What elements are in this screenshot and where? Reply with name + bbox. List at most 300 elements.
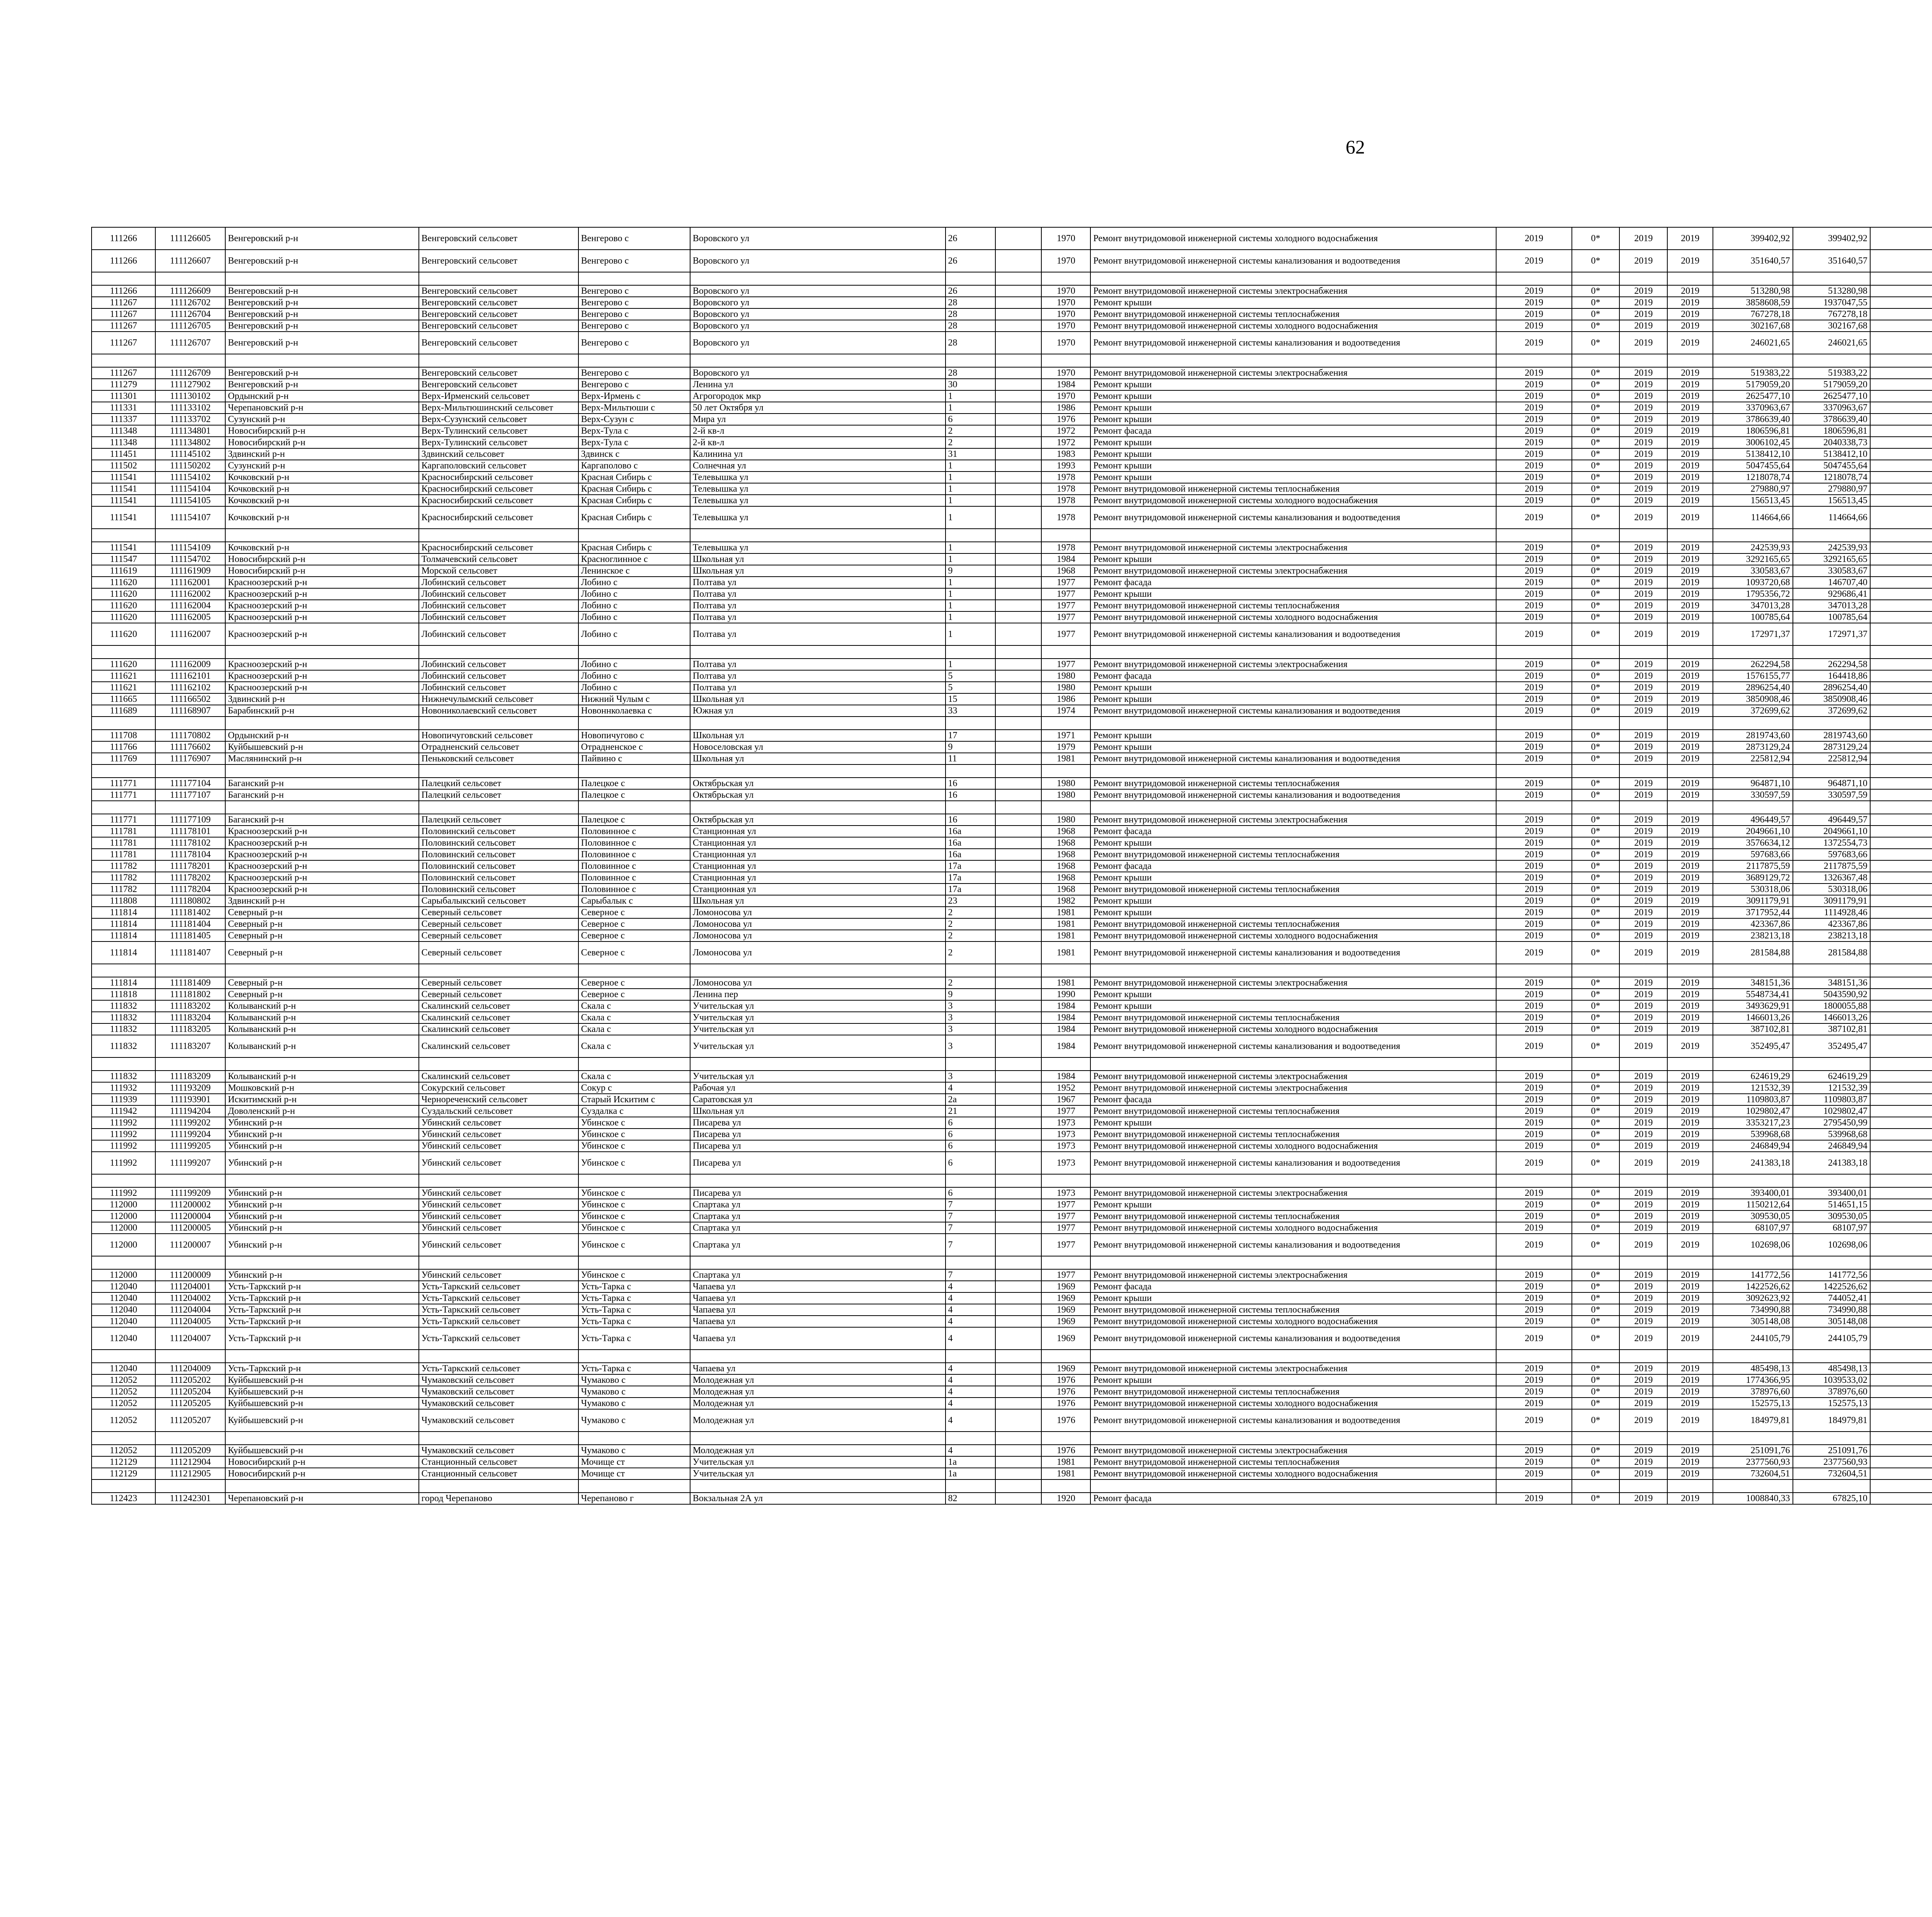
cell-total-cost: 3786639,40 xyxy=(1713,414,1793,425)
table-row xyxy=(92,670,1932,682)
cell-plan-year: 2019 xyxy=(1496,1398,1571,1409)
cell-plan-year: 2019 xyxy=(1496,693,1571,705)
cell-year-built: 1976 xyxy=(1041,414,1090,425)
cell-year-built: 1970 xyxy=(1041,227,1090,250)
cell-house-id: 111992 xyxy=(92,1117,155,1129)
cell-municipality: Половинский сельсовет xyxy=(419,872,578,884)
cell-municipality: Убинский сельсовет xyxy=(419,1152,578,1174)
cell-work-type: Ремонт внутридомовой инженерной системы канализования и водоотведения xyxy=(1090,623,1496,645)
cell-plan-year: 2019 xyxy=(1496,1316,1571,1327)
cell-plan-year: 2019 xyxy=(1496,741,1571,753)
cell-house-number: 6 xyxy=(946,1140,995,1152)
cell-district xyxy=(225,764,419,778)
table-spacer-row xyxy=(92,1432,1932,1445)
cell-municipality: Усть-Таркский сельсовет xyxy=(419,1316,578,1327)
cell-municipality: Венгеровский сельсовет xyxy=(419,379,578,390)
cell-plan-year: 2019 xyxy=(1496,1327,1571,1350)
cell-federal-cost xyxy=(1870,460,1932,472)
cell-house-number: 2 xyxy=(946,437,995,448)
cell-fund-cost: 246849,94 xyxy=(1793,1140,1870,1152)
cell-work-type: Ремонт внутридомовой инженерной системы теплоснабжения xyxy=(1090,849,1496,860)
cell-municipality: Здвинский сельсовет xyxy=(419,448,578,460)
table-row xyxy=(92,332,1932,354)
cell-fund-cost: 485498,13 xyxy=(1793,1363,1870,1374)
cell-year-built: 1984 xyxy=(1041,1000,1090,1012)
cell-year-built: 1977 xyxy=(1041,1269,1090,1281)
cell-building xyxy=(995,1304,1042,1316)
cell-district: Венгеровский р-н xyxy=(225,297,419,308)
cell-work-id: 111205207 xyxy=(155,1409,225,1432)
cell-term: 0* xyxy=(1572,297,1620,308)
cell-term: 0* xyxy=(1572,553,1620,565)
cell-street: Школьная ул xyxy=(690,730,946,741)
cell-year-built: 1968 xyxy=(1041,872,1090,884)
cell-term xyxy=(1572,1350,1620,1363)
cell-plan-year: 2019 xyxy=(1496,730,1571,741)
cell-district: Убинский р-н xyxy=(225,1222,419,1234)
cell-total-cost: 513280,98 xyxy=(1713,285,1793,297)
cell-federal-cost xyxy=(1870,227,1932,250)
cell-house-id: 111942 xyxy=(92,1105,155,1117)
cell-plan-year: 2019 xyxy=(1496,308,1571,320)
cell-work-type: Ремонт фасада xyxy=(1090,1493,1496,1504)
cell-end-year: 2019 xyxy=(1667,414,1713,425)
cell-building xyxy=(995,1210,1042,1222)
table-row xyxy=(92,826,1932,837)
cell-federal-cost xyxy=(1870,1187,1932,1199)
cell-plan-year xyxy=(1496,764,1571,778)
cell-district: Куйбышевский р-н xyxy=(225,1398,419,1409)
cell-start-year: 2019 xyxy=(1619,367,1667,379)
cell-fund-cost: 393400,01 xyxy=(1793,1187,1870,1199)
cell-fund-cost: 246021,65 xyxy=(1793,332,1870,354)
cell-street: Агрогородок мкр xyxy=(690,390,946,402)
cell-municipality: Верх-Ирменский сельсовет xyxy=(419,390,578,402)
cell-term xyxy=(1572,801,1620,814)
cell-end-year: 2019 xyxy=(1667,297,1713,308)
cell-settlement: Красная Сибирь с xyxy=(578,483,690,495)
cell-street: Спартака ул xyxy=(690,1222,946,1234)
cell-term: 0* xyxy=(1572,483,1620,495)
cell-year-built xyxy=(1041,717,1090,730)
cell-federal-cost xyxy=(1870,693,1932,705)
cell-house-number: 7 xyxy=(946,1210,995,1222)
cell-house-id: 111782 xyxy=(92,872,155,884)
cell-year-built: 1977 xyxy=(1041,1234,1090,1256)
cell-start-year: 2019 xyxy=(1619,918,1667,930)
cell-total-cost: 3092623,92 xyxy=(1713,1292,1793,1304)
cell-district: Северный р-н xyxy=(225,918,419,930)
cell-total-cost xyxy=(1713,801,1793,814)
cell-work-type: Ремонт крыши xyxy=(1090,553,1496,565)
cell-work-id: 111193209 xyxy=(155,1082,225,1094)
cell-year-built: 1984 xyxy=(1041,379,1090,390)
cell-settlement: Северное с xyxy=(578,907,690,918)
cell-house-number: 17а xyxy=(946,872,995,884)
cell-house-id: 111620 xyxy=(92,659,155,670)
cell-house-number: 28 xyxy=(946,332,995,354)
cell-end-year: 2019 xyxy=(1667,553,1713,565)
cell-district: Баганский р-н xyxy=(225,789,419,801)
cell-fund-cost xyxy=(1793,1174,1870,1187)
table-spacer-row xyxy=(92,1350,1932,1363)
cell-street: Воровского ул xyxy=(690,332,946,354)
cell-house-id: 111992 xyxy=(92,1187,155,1199)
cell-house-id: 111620 xyxy=(92,588,155,600)
cell-federal-cost xyxy=(1870,1386,1932,1398)
cell-building xyxy=(995,402,1042,414)
cell-plan-year xyxy=(1496,529,1571,542)
cell-street: Ломоносова ул xyxy=(690,918,946,930)
cell-house-number: 4 xyxy=(946,1445,995,1456)
cell-building xyxy=(995,907,1042,918)
cell-fund-cost xyxy=(1793,1432,1870,1445)
cell-fund-cost: 1039533,02 xyxy=(1793,1374,1870,1386)
cell-total-cost: 330597,59 xyxy=(1713,789,1793,801)
cell-start-year: 2019 xyxy=(1619,588,1667,600)
cell-plan-year: 2019 xyxy=(1496,227,1571,250)
cell-work-id: 111127902 xyxy=(155,379,225,390)
cell-street: Станционная ул xyxy=(690,860,946,872)
cell-house-number: 4 xyxy=(946,1292,995,1304)
cell-term: 0* xyxy=(1572,1493,1620,1504)
cell-start-year: 2019 xyxy=(1619,895,1667,907)
cell-street: Писарева ул xyxy=(690,1152,946,1174)
cell-federal-cost xyxy=(1870,1363,1932,1374)
cell-end-year: 2019 xyxy=(1667,1105,1713,1117)
cell-start-year: 2019 xyxy=(1619,849,1667,860)
cell-street: Станционная ул xyxy=(690,826,946,837)
cell-municipality: Убинский сельсовет xyxy=(419,1234,578,1256)
cell-year-built: 1969 xyxy=(1041,1304,1090,1316)
cell-house-id: 112052 xyxy=(92,1445,155,1456)
cell-house-id xyxy=(92,529,155,542)
cell-street: Станционная ул xyxy=(690,884,946,895)
cell-district: Новосибирский р-н xyxy=(225,553,419,565)
cell-work-id xyxy=(155,1057,225,1071)
cell-building xyxy=(995,1327,1042,1350)
cell-year-built: 1977 xyxy=(1041,1199,1090,1210)
cell-work-id: 111126705 xyxy=(155,320,225,332)
cell-term: 0* xyxy=(1572,670,1620,682)
cell-work-id: 111170802 xyxy=(155,730,225,741)
cell-settlement: Усть-Тарка с xyxy=(578,1363,690,1374)
cell-year-built: 1973 xyxy=(1041,1152,1090,1174)
cell-term: 0* xyxy=(1572,789,1620,801)
cell-federal-cost xyxy=(1870,414,1932,425)
cell-total-cost: 251091,76 xyxy=(1713,1445,1793,1456)
cell-fund-cost: 351640,57 xyxy=(1793,250,1870,272)
table-row xyxy=(92,941,1932,964)
cell-term: 0* xyxy=(1572,1222,1620,1234)
table-row xyxy=(92,989,1932,1000)
cell-settlement: Лобино с xyxy=(578,670,690,682)
cell-fund-cost: 309530,05 xyxy=(1793,1210,1870,1222)
cell-end-year: 2019 xyxy=(1667,1222,1713,1234)
cell-district: Барабинский р-н xyxy=(225,705,419,717)
cell-fund-cost: 496449,57 xyxy=(1793,814,1870,826)
cell-start-year: 2019 xyxy=(1619,1210,1667,1222)
cell-district: Убинский р-н xyxy=(225,1140,419,1152)
cell-district: Колыванский р-н xyxy=(225,1035,419,1057)
cell-house-number: 4 xyxy=(946,1304,995,1316)
cell-street xyxy=(690,1057,946,1071)
cell-end-year xyxy=(1667,717,1713,730)
cell-house-id: 111782 xyxy=(92,884,155,895)
cell-district: Куйбышевский р-н xyxy=(225,1409,419,1432)
cell-municipality: Половинский сельсовет xyxy=(419,860,578,872)
cell-house-number: 1 xyxy=(946,506,995,529)
table-spacer-row xyxy=(92,645,1932,659)
cell-start-year: 2019 xyxy=(1619,730,1667,741)
table-row xyxy=(92,814,1932,826)
cell-building xyxy=(995,1374,1042,1386)
cell-plan-year: 2019 xyxy=(1496,1199,1571,1210)
cell-federal-cost xyxy=(1870,1432,1932,1445)
cell-term: 0* xyxy=(1572,1398,1620,1409)
cell-work-type xyxy=(1090,1350,1496,1363)
table-row xyxy=(92,693,1932,705)
cell-district: Красноозерский р-н xyxy=(225,611,419,623)
cell-start-year: 2019 xyxy=(1619,320,1667,332)
cell-federal-cost xyxy=(1870,1000,1932,1012)
cell-end-year: 2019 xyxy=(1667,1000,1713,1012)
cell-fund-cost: 2117875,59 xyxy=(1793,860,1870,872)
table-spacer-row xyxy=(92,801,1932,814)
cell-house-number: 5 xyxy=(946,670,995,682)
cell-municipality: Северный сельсовет xyxy=(419,930,578,941)
cell-street: Чапаева ул xyxy=(690,1281,946,1292)
cell-year-built: 1977 xyxy=(1041,623,1090,645)
table-row xyxy=(92,1094,1932,1105)
cell-fund-cost: 244105,79 xyxy=(1793,1327,1870,1350)
cell-year-built: 1990 xyxy=(1041,989,1090,1000)
cell-street: Воровского ул xyxy=(690,320,946,332)
cell-work-type: Ремонт внутридомовой инженерной системы электроснабжения xyxy=(1090,977,1496,989)
cell-total-cost: 102698,06 xyxy=(1713,1234,1793,1256)
cell-year-built: 1968 xyxy=(1041,860,1090,872)
cell-work-type xyxy=(1090,1479,1496,1493)
cell-fund-cost: 1800055,88 xyxy=(1793,1000,1870,1012)
cell-plan-year: 2019 xyxy=(1496,941,1571,964)
cell-municipality: Отрадненский сельсовет xyxy=(419,741,578,753)
cell-house-id: 111266 xyxy=(92,250,155,272)
cell-settlement: Пайвино с xyxy=(578,753,690,764)
cell-work-type: Ремонт внутридомовой инженерной системы холодного водоснабжения xyxy=(1090,1222,1496,1234)
cell-fund-cost: 513280,98 xyxy=(1793,285,1870,297)
cell-house-id: 111541 xyxy=(92,483,155,495)
cell-street: Школьная ул xyxy=(690,565,946,577)
cell-house-id: 112052 xyxy=(92,1398,155,1409)
cell-federal-cost xyxy=(1870,918,1932,930)
cell-settlement: Лобино с xyxy=(578,682,690,693)
cell-plan-year: 2019 xyxy=(1496,1363,1571,1374)
table-row xyxy=(92,588,1932,600)
cell-year-built: 1970 xyxy=(1041,308,1090,320)
cell-building xyxy=(995,1269,1042,1281)
cell-municipality xyxy=(419,529,578,542)
cell-house-id: 111814 xyxy=(92,941,155,964)
cell-end-year: 2019 xyxy=(1667,814,1713,826)
cell-district: Убинский р-н xyxy=(225,1210,419,1222)
cell-municipality: Лобинский сельсовет xyxy=(419,670,578,682)
cell-work-id: 111199207 xyxy=(155,1152,225,1174)
cell-term: 0* xyxy=(1572,1281,1620,1292)
table-spacer-row xyxy=(92,1057,1932,1071)
cell-total-cost: 624619,29 xyxy=(1713,1071,1793,1082)
cell-federal-cost xyxy=(1870,1140,1932,1152)
cell-year-built: 1972 xyxy=(1041,425,1090,437)
cell-building xyxy=(995,930,1042,941)
cell-start-year: 2019 xyxy=(1619,884,1667,895)
cell-street: Школьная ул xyxy=(690,753,946,764)
cell-end-year xyxy=(1667,764,1713,778)
cell-start-year: 2019 xyxy=(1619,1187,1667,1199)
cell-house-id: 112129 xyxy=(92,1456,155,1468)
cell-building xyxy=(995,989,1042,1000)
cell-year-built: 1984 xyxy=(1041,1023,1090,1035)
cell-start-year: 2019 xyxy=(1619,448,1667,460)
cell-house-number xyxy=(946,717,995,730)
register-table-body xyxy=(92,227,1932,1504)
cell-federal-cost xyxy=(1870,645,1932,659)
cell-year-built: 1969 xyxy=(1041,1292,1090,1304)
cell-district xyxy=(225,1479,419,1493)
cell-end-year: 2019 xyxy=(1667,1363,1713,1374)
cell-work-type: Ремонт внутридомовой инженерной системы холодного водоснабжения xyxy=(1090,495,1496,506)
cell-settlement: Северное с xyxy=(578,918,690,930)
cell-federal-cost xyxy=(1870,425,1932,437)
cell-settlement: Красная Сибирь с xyxy=(578,495,690,506)
cell-settlement xyxy=(578,1479,690,1493)
cell-work-id: 111183204 xyxy=(155,1012,225,1023)
cell-municipality: Чумаковский сельсовет xyxy=(419,1386,578,1398)
cell-term: 0* xyxy=(1572,285,1620,297)
table-row xyxy=(92,860,1932,872)
cell-work-id: 111126704 xyxy=(155,308,225,320)
cell-work-type: Ремонт внутридомовой инженерной системы теплоснабжения xyxy=(1090,884,1496,895)
cell-work-id: 111181409 xyxy=(155,977,225,989)
cell-street: Школьная ул xyxy=(690,895,946,907)
cell-building xyxy=(995,1174,1042,1187)
cell-house-number: 3 xyxy=(946,1071,995,1082)
cell-total-cost: 279880,97 xyxy=(1713,483,1793,495)
cell-end-year: 2019 xyxy=(1667,1386,1713,1398)
cell-house-number: 6 xyxy=(946,1152,995,1174)
cell-municipality: Усть-Таркский сельсовет xyxy=(419,1281,578,1292)
cell-year-built: 1969 xyxy=(1041,1327,1090,1350)
cell-federal-cost xyxy=(1870,495,1932,506)
cell-plan-year xyxy=(1496,801,1571,814)
cell-house-number xyxy=(946,764,995,778)
cell-year-built: 1986 xyxy=(1041,693,1090,705)
cell-work-type: Ремонт внутридомовой инженерной системы канализования и водоотведения xyxy=(1090,1152,1496,1174)
cell-district: Колыванский р-н xyxy=(225,1000,419,1012)
cell-house-id: 112000 xyxy=(92,1234,155,1256)
cell-term: 0* xyxy=(1572,1445,1620,1456)
cell-year-built: 1970 xyxy=(1041,390,1090,402)
cell-work-type: Ремонт крыши xyxy=(1090,414,1496,425)
cell-start-year xyxy=(1619,1256,1667,1269)
cell-house-number: 28 xyxy=(946,367,995,379)
cell-term xyxy=(1572,645,1620,659)
cell-end-year: 2019 xyxy=(1667,623,1713,645)
cell-year-built: 1981 xyxy=(1041,753,1090,764)
cell-settlement: Здвинск с xyxy=(578,448,690,460)
cell-term xyxy=(1572,1174,1620,1187)
cell-building xyxy=(995,860,1042,872)
cell-plan-year xyxy=(1496,1174,1571,1187)
cell-work-id: 111168907 xyxy=(155,705,225,717)
cell-house-id: 111348 xyxy=(92,425,155,437)
cell-settlement: Венгерово с xyxy=(578,297,690,308)
cell-plan-year: 2019 xyxy=(1496,705,1571,717)
cell-house-id xyxy=(92,964,155,977)
cell-total-cost: 2049661,10 xyxy=(1713,826,1793,837)
cell-fund-cost: 1218078,74 xyxy=(1793,472,1870,483)
cell-start-year: 2019 xyxy=(1619,1105,1667,1117)
cell-work-id: 111204002 xyxy=(155,1292,225,1304)
cell-year-built: 1977 xyxy=(1041,611,1090,623)
cell-work-type: Ремонт фасада xyxy=(1090,425,1496,437)
cell-federal-cost xyxy=(1870,1445,1932,1456)
cell-municipality: Лобинский сельсовет xyxy=(419,623,578,645)
cell-settlement xyxy=(578,964,690,977)
cell-street: Телевышка ул xyxy=(690,506,946,529)
cell-house-number: 1 xyxy=(946,659,995,670)
cell-work-type: Ремонт крыши xyxy=(1090,472,1496,483)
cell-total-cost xyxy=(1713,272,1793,285)
cell-term: 0* xyxy=(1572,849,1620,860)
cell-total-cost: 3493629,91 xyxy=(1713,1000,1793,1012)
cell-building xyxy=(995,1140,1042,1152)
cell-settlement: Ленинское с xyxy=(578,565,690,577)
cell-street: Молодежная ул xyxy=(690,1374,946,1386)
cell-municipality: Палецкий сельсовет xyxy=(419,814,578,826)
cell-end-year: 2019 xyxy=(1667,308,1713,320)
cell-term: 0* xyxy=(1572,1409,1620,1432)
cell-term: 0* xyxy=(1572,1374,1620,1386)
cell-district: Убинский р-н xyxy=(225,1152,419,1174)
cell-end-year: 2019 xyxy=(1667,1187,1713,1199)
cell-year-built xyxy=(1041,801,1090,814)
cell-federal-cost xyxy=(1870,379,1932,390)
cell-settlement xyxy=(578,1350,690,1363)
cell-street xyxy=(690,964,946,977)
cell-municipality: Толмачевский сельсовет xyxy=(419,553,578,565)
cell-district: Северный р-н xyxy=(225,941,419,964)
cell-building xyxy=(995,425,1042,437)
cell-house-number: 16 xyxy=(946,814,995,826)
cell-fund-cost: 102698,06 xyxy=(1793,1234,1870,1256)
cell-federal-cost xyxy=(1870,611,1932,623)
cell-end-year: 2019 xyxy=(1667,1292,1713,1304)
cell-start-year: 2019 xyxy=(1619,1409,1667,1432)
cell-house-number: 7 xyxy=(946,1234,995,1256)
cell-total-cost: 309530,05 xyxy=(1713,1210,1793,1222)
cell-term: 0* xyxy=(1572,565,1620,577)
cell-municipality: Половинский сельсовет xyxy=(419,837,578,849)
cell-start-year: 2019 xyxy=(1619,741,1667,753)
cell-settlement: Сарыбалык с xyxy=(578,895,690,907)
cell-district: Ордынский р-н xyxy=(225,730,419,741)
cell-term: 0* xyxy=(1572,705,1620,717)
cell-settlement xyxy=(578,645,690,659)
cell-plan-year: 2019 xyxy=(1496,860,1571,872)
cell-plan-year: 2019 xyxy=(1496,1129,1571,1140)
cell-work-type: Ремонт крыши xyxy=(1090,402,1496,414)
cell-building xyxy=(995,460,1042,472)
